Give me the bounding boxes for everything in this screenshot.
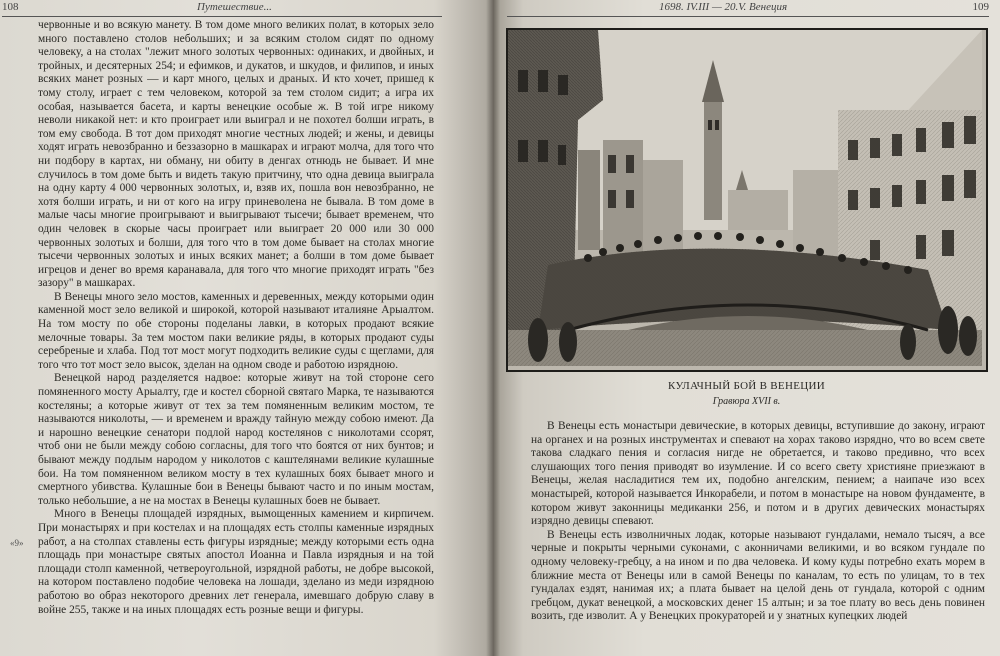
- left-page: [0, 0, 493, 656]
- left-paragraph-2: В Венецы много зело мостов, каменных и деревенных, между которыми один каменной мост зело великой и широкой, которой называют италияне Арыалтом. На том мосту по обе стороны поделаны лавки, в которых продают всякие мелочные товары. За тем мостом паки великие ряды, в которых продают суды серебреные и хлаба. Под тот мост могут подходить великие суды с щеглами, для того что тот мост зело высок, зделан на одном своде и работою изрядною.: [38, 290, 434, 371]
- engraving-subcaption: Гравюра XVII в.: [712, 396, 781, 407]
- right-page-number: 109: [972, 1, 989, 13]
- engraving-image: [508, 30, 982, 366]
- left-page-number: 108: [2, 1, 19, 13]
- right-text-column: [531, 420, 985, 624]
- right-running-title: 1698. IV.III — 20.V. Венеция: [659, 1, 788, 13]
- left-paragraph-4: Много в Венецы площадей изрядных, вымощенных камением и кирпичем. При монастырях и при костелах и на площадях есть столпы каменные изрядных работ, а на столпах ставлены есть фигуры изрядные; между которыми есть одна площадь при монастыре святых апостол Иоанна и Павла изрядныя и на той площади столп каменной, четвероугольной, изрядной работы, не добре высокой, на котором поставлено подобие человека на лошади, зделано из меди изрядною работою во образ некоторого древних лет генерала, имевшаго добрую славу в войне 255, также и на иных площадях есть розные вещи и фигуры.: [38, 508, 434, 616]
- right-paragraph-2: В Венецы есть изволничных лодак, которые называют гундалами, немало тысяч, а все черные и покрыты черными суконами, с аконничами великими, и во всяком гундале по одному человеку-гребцу, а на ином и по два человека. И кому куды потребно ехать морем в ближние места от Венецы или в самой Венецы по каналам, то есть по улицам, то в тех гундалах ездят, нанимая их; а плата бывает на целой день от гундала, которой с одним гребцом, дукат венецкой, а московских денег 15 алтын; и за тое плату во весь день повинен возить, где изволит. А у Венецких прокураторей и у знатных купецких людей: [531, 528, 985, 623]
- book-gutter: [486, 0, 500, 656]
- engraving-caption: КУЛАЧНЫЙ БОЙ В ВЕНЕЦИИ: [668, 380, 825, 392]
- right-page: [493, 0, 1000, 656]
- left-running-head: [2, 0, 442, 17]
- left-text-column: [38, 19, 434, 617]
- margin-mark: «9»: [10, 538, 24, 548]
- right-running-head: [507, 0, 989, 17]
- left-running-title: Путешествие...: [197, 1, 272, 13]
- engraving-illustration: [506, 28, 988, 372]
- right-paragraph-1: В Венецы есть монастыри девические, в которых девицы, вступившие до закону, играют на органех и на розных инструментах и спевают на хорах таково изрядно, что во всем свете такова сладкаго пения и согласия нигде не обретается, и таково предивно, что всех слушающих того пения приводят во изумление. И со всего свету християне приезжают в Венецы, желая насладитися тем их, подобно ангелским, пением; а наипаче изо всех монастырей, которой называется Инкорабели, и потом в монастыре на новом фундаменте, в котором живут законницы медиканки 256, и потом и в других девических монастырях изрядно девицы спевают.: [531, 420, 985, 528]
- left-paragraph-1: червонные и во всякую манету. В том доме много великих полат, в которых зело много поставлено столов небольших; и за всяким столом сидят по одному человеку, а на столах "лежит много золотых червонных: одинаких, и двойных, и тройных, и десятерных 254; и ефимков, и дукатов, и шкудов, и филипов, и иных всяких манет розных — и карт много, целых и драных. И кто хочет, пришед к тому столу, играет с тем человеком, которой за тем столом сидит; а игра их особая, называется басета, и карты венецкие особые ж. В той игре никому неволи никакой нет: и кто проиграет или выиграл и не похотел болши играть, в том ему свобода. В тот дом приходят многие честных людей; и жены, и девицы ходят играть невозбранно и беззазорно в машкарах и играют молча, для того что ни подбору в картах, ни обману, ни обиту в денгах отнюдь не бывает. И мне случилось в том доме быть и видеть такую притчину, что одна девица выиграла на одну карту 4 000 червонных золотых, и, взяв их, пошла вон невозбранно, не хотя болши играть, и ни от кого на игру приневолена не бывала. В том доме в малые часы многие проигрывают и выигрывают тысечи; бывает временем, что один человек в скорые часы проиграет или выиграет 20 000 или 30 000 червонных золотых и болши, для того что в том доме бывает на столах многие тысечи червонных золотых и иных всяких манет; а болши в том доме бывает игрецов и денег во время каранавала, для того что многие приходят играть "без зазору" в машкарах.: [38, 19, 434, 290]
- left-paragraph-3: Венецкой народ разделяется надвое: которые живут на той стороне сего помяненного мосту Арыалту, где и костел сборной святаго Марка, те называются костеляны; а которые живут от тех за тем помяненным великим мостом, те называются николоты, — и временем и вражду тайную между собою имеют. Да и нарошно венецкие сенатори подлой народ костелянов с николотами ссорят, чтоб они не были между собою согласны, для того что боятся от них бунтов; и бывают между подлым народом у николотов с каштелянами великие кулашные бои. На том помяненном великом мосту в тех кулашных боях бывает много и смертного убивства. Кулашные бои в Венецы бывают часто и по иным мостам, только небольшие, а не на мостах в Венецы кулашных боев не бывает.: [38, 372, 434, 507]
